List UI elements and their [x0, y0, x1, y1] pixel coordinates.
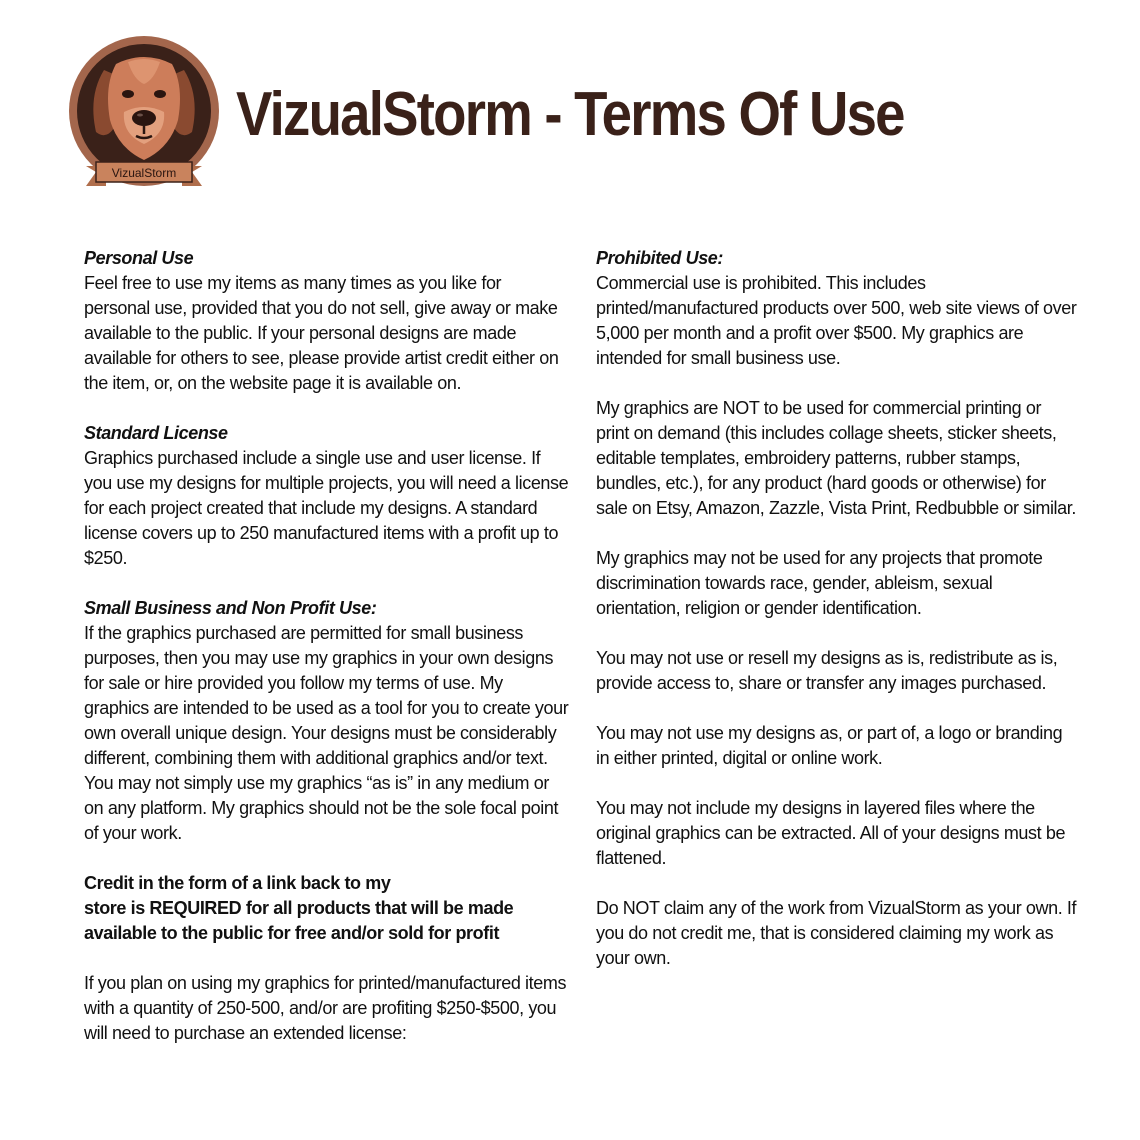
personal-use-heading: Personal Use	[84, 248, 194, 268]
paragraph-text: My graphics may not be used for any projects that promote discrimination towards race, gender, ableism, sexual orientation, religion or gender identification.	[596, 548, 1043, 618]
paragraph-text: You may not include my designs in layered files where the original graphics can be extracted. All of your designs must be flattened.	[596, 798, 1066, 868]
paragraph-text: You may not use or resell my designs as is, redistribute as is, provide access to, share or transfer any images purchased.	[596, 648, 1058, 693]
prohibited-use-section	[596, 246, 1078, 371]
extended-license-body: If you plan on using my graphics for printed/manufactured items with a quantity of 250-500, and/or are profiting $250-$500, you will need to purchase an extended license:	[84, 973, 567, 1043]
paragraph-text: Do NOT claim any of the work from VizualStorm as your own. If you do not credit me, that is considered claiming my work as your own.	[596, 898, 1077, 968]
standard-license-heading: Standard License	[84, 423, 228, 443]
small-business-heading: Small Business and Non Profit Use:	[84, 598, 377, 618]
credit-required-notice	[84, 871, 570, 946]
standard-license-section	[84, 421, 570, 571]
personal-use-body: Feel free to use my items as many times as you like for personal use, provided that you do not sell, give away or make available to the public. If your personal designs are made available for others to see, please provide artist credit either on the item, or, on the website page it is available on.	[84, 273, 559, 393]
small-business-body: If the graphics purchased are permitted for small business purposes, then you may use my graphics in your own designs for sale or hire provided you follow my terms of use. My graphics are intended to be used as a tool for you to create your own overall unique design. Your designs must be considerably different, combining them with additional graphics and/or text. You may not simply use my graphics “as is” in any medium or on any platform. My graphics should not be the sole focal point of your work.	[84, 623, 569, 843]
prohibited-use-heading: Prohibited Use:	[596, 248, 724, 268]
no-claiming-paragraph	[596, 896, 1078, 971]
no-resell-paragraph	[596, 646, 1078, 696]
page-title: VizualStorm - Terms Of Use	[236, 80, 904, 149]
small-business-section	[84, 596, 570, 846]
left-column	[84, 246, 570, 1071]
extended-license-section	[84, 971, 570, 1046]
paragraph-text: My graphics are NOT to be used for commercial printing or print on demand (this includes collage sheets, sticker sheets, editable templates, embroidery patterns, rubber stamps, bundles, etc.), for any product (hard goods or otherwise) for sale on Etsy, Amazon, Zazzle, Vista Print, Redbubble or similar.	[596, 398, 1076, 518]
credit-line-3: available to the public for free and/or sold for profit	[84, 923, 500, 943]
brand-logo	[66, 36, 222, 202]
right-column	[596, 246, 1078, 996]
logo-text: VizualStorm	[111, 166, 177, 180]
dog-face-icon	[66, 36, 222, 202]
no-discrimination-paragraph	[596, 546, 1078, 621]
standard-license-body: Graphics purchased include a single use and user license. If you use my designs for multiple projects, you will need a license for each project created that include my designs. A standard license covers up to 250 manufactured items with a profit up to $250.	[84, 448, 569, 568]
prohibited-use-body: Commercial use is prohibited. This includes printed/manufactured products over 500, web site views of over 5,000 per month and a profit over $500. My graphics are intended for small business use.	[596, 273, 1077, 368]
credit-line-1: Credit in the form of a link back to my	[84, 873, 391, 893]
credit-line-2: store is REQUIRED for all products that will be made	[84, 898, 514, 918]
personal-use-section	[84, 246, 570, 396]
no-commercial-printing-paragraph	[596, 396, 1078, 521]
no-layered-files-paragraph	[596, 796, 1078, 871]
no-logo-paragraph	[596, 721, 1078, 771]
paragraph-text: You may not use my designs as, or part of, a logo or branding in either printed, digital or online work.	[596, 723, 1063, 768]
